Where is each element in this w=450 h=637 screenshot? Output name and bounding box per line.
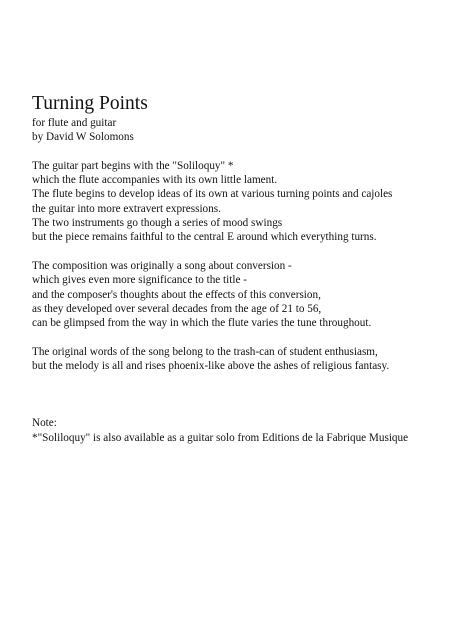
paragraph-original-words — [32, 345, 444, 374]
text-line: The two instruments go though a series of mood swings — [32, 217, 283, 230]
text-line: which the flute accompanies with its own little lament. — [32, 174, 278, 187]
note-label: Note: — [32, 417, 57, 430]
document-author: by David W Solomons — [32, 131, 134, 144]
paragraph-guitar-part — [32, 159, 444, 245]
text-line: but the melody is all and rises phoenix-like above the ashes of religious fantasy. — [32, 360, 390, 373]
note-section — [32, 416, 444, 445]
text-line: The original words of the song belong to the trash-can of student enthusiasm, — [32, 345, 378, 358]
document-content — [32, 92, 444, 445]
document-subtitle: for flute and guitar — [32, 117, 117, 129]
document-title: Turning Points — [32, 93, 148, 114]
note-text: *"Soliloquy" is also available as a guitar solo from Editions de la Fabrique Musique — [32, 431, 409, 444]
text-line: the guitar into more extravert expressions. — [32, 202, 221, 215]
text-line: and the composer's thoughts about the effects of this conversion, — [32, 288, 321, 301]
paragraph-composition — [32, 259, 444, 330]
text-line: The flute begins to develop ideas of its own at various turning points and cajoles — [32, 188, 393, 201]
text-line: The composition was originally a song about conversion - — [32, 259, 292, 272]
text-line: which gives even more significance to the title - — [32, 274, 247, 287]
text-line: The guitar part begins with the "Soliloquy" * — [32, 159, 234, 172]
text-line: can be glimpsed from the way in which the flute varies the tune throughout. — [32, 317, 372, 330]
text-line: but the piece remains faithful to the central E around which everything turns. — [32, 231, 377, 244]
text-line: as they developed over several decades from the age of 21 to 56, — [32, 302, 322, 315]
